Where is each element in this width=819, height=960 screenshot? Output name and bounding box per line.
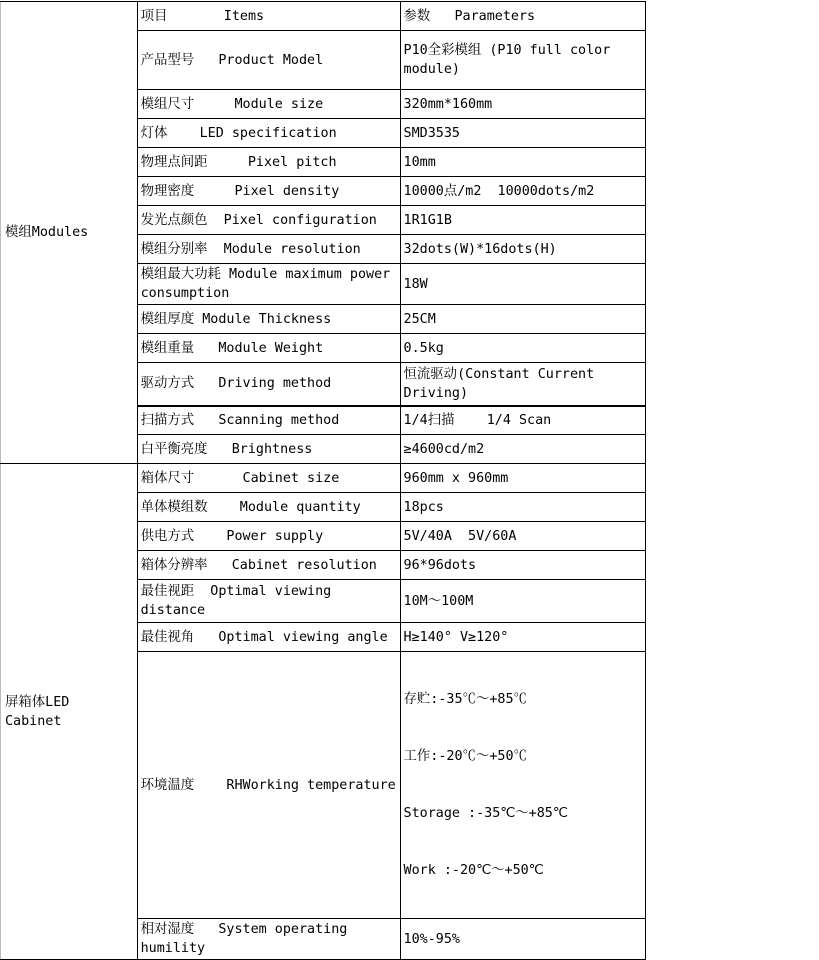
- table-row: [1, 464, 646, 493]
- param-cell: 恒流驱动(Constant Current Driving): [400, 363, 645, 406]
- param-cell-multiline: [400, 652, 645, 919]
- param-cell: 10%-95%: [400, 919, 645, 960]
- item-cell: 模组重量 Module Weight: [137, 334, 400, 363]
- param-cell: 96*96dots: [400, 551, 645, 580]
- param-cell: 10000点/m2 10000dots/m2: [400, 177, 645, 206]
- item-cell: 物理点间距 Pixel pitch: [137, 148, 400, 177]
- item-cell: 单体模组数 Module quantity: [137, 493, 400, 522]
- item-cell: 模组厚度 Module Thickness: [137, 305, 400, 334]
- item-cell: 驱动方式 Driving method: [137, 363, 400, 406]
- table-header-row: [1, 2, 646, 31]
- item-cell: 模组尺寸 Module size: [137, 90, 400, 119]
- item-cell: 白平衡亮度 Brightness: [137, 435, 400, 464]
- item-cell: 产品型号 Product Model: [137, 31, 400, 90]
- param-cell: 960mm x 960mm: [400, 464, 645, 493]
- group-cell-modules: 模组Modules: [1, 2, 138, 464]
- param-cell: 1R1G1B: [400, 206, 645, 235]
- param-cell: 1/4扫描 1/4 Scan: [400, 406, 645, 435]
- param-line: 存贮:-35℃～+85℃: [403, 692, 527, 707]
- spec-table: [0, 1, 646, 960]
- param-cell: 320mm*160mm: [400, 90, 645, 119]
- item-cell: 最佳视角 Optimal viewing angle: [137, 623, 400, 652]
- item-cell: 扫描方式 Scanning method: [137, 406, 400, 435]
- item-cell: 供电方式 Power supply: [137, 522, 400, 551]
- param-cell: 32dots(W)*16dots(H): [400, 235, 645, 264]
- header-items: 项目 Items: [137, 2, 400, 31]
- param-line: 工作:-20℃～+50℃: [403, 749, 527, 764]
- param-cell: 0.5kg: [400, 334, 645, 363]
- group-cell-cabinet: 屏箱体LED Cabinet: [1, 464, 138, 960]
- param-cell: 18pcs: [400, 493, 645, 522]
- item-cell: 箱体尺寸 Cabinet size: [137, 464, 400, 493]
- item-cell: 最佳视距 Optimal viewing distance: [137, 580, 400, 623]
- item-cell: 环境温度 RHWorking temperature: [137, 652, 400, 919]
- item-cell: 发光点颜色 Pixel configuration: [137, 206, 400, 235]
- param-cell: 18W: [400, 264, 645, 305]
- param-cell: SMD3535: [400, 119, 645, 148]
- param-cell: H≥140° V≥120°: [400, 623, 645, 652]
- item-cell: 物理密度 Pixel density: [137, 177, 400, 206]
- param-cell: 5V/40A 5V/60A: [400, 522, 645, 551]
- item-cell: 箱体分辨率 Cabinet resolution: [137, 551, 400, 580]
- item-cell: 模组分别率 Module resolution: [137, 235, 400, 264]
- param-cell: P10全彩模组 (P10 full color module): [400, 31, 645, 90]
- param-cell: 25CM: [400, 305, 645, 334]
- item-cell: 相对湿度 System operating humility: [137, 919, 400, 960]
- item-cell: 灯体 LED specification: [137, 119, 400, 148]
- item-cell: 模组最大功耗 Module maximum power consumption: [137, 264, 400, 305]
- param-cell: 10M～100M: [400, 580, 645, 623]
- header-parameters: 参数 Parameters: [400, 2, 645, 31]
- param-line: Work :-20℃～+50℃: [403, 863, 544, 878]
- param-cell: ≥4600cd/m2: [400, 435, 645, 464]
- param-line: Storage :-35℃～+85℃: [403, 806, 568, 821]
- param-cell: 10mm: [400, 148, 645, 177]
